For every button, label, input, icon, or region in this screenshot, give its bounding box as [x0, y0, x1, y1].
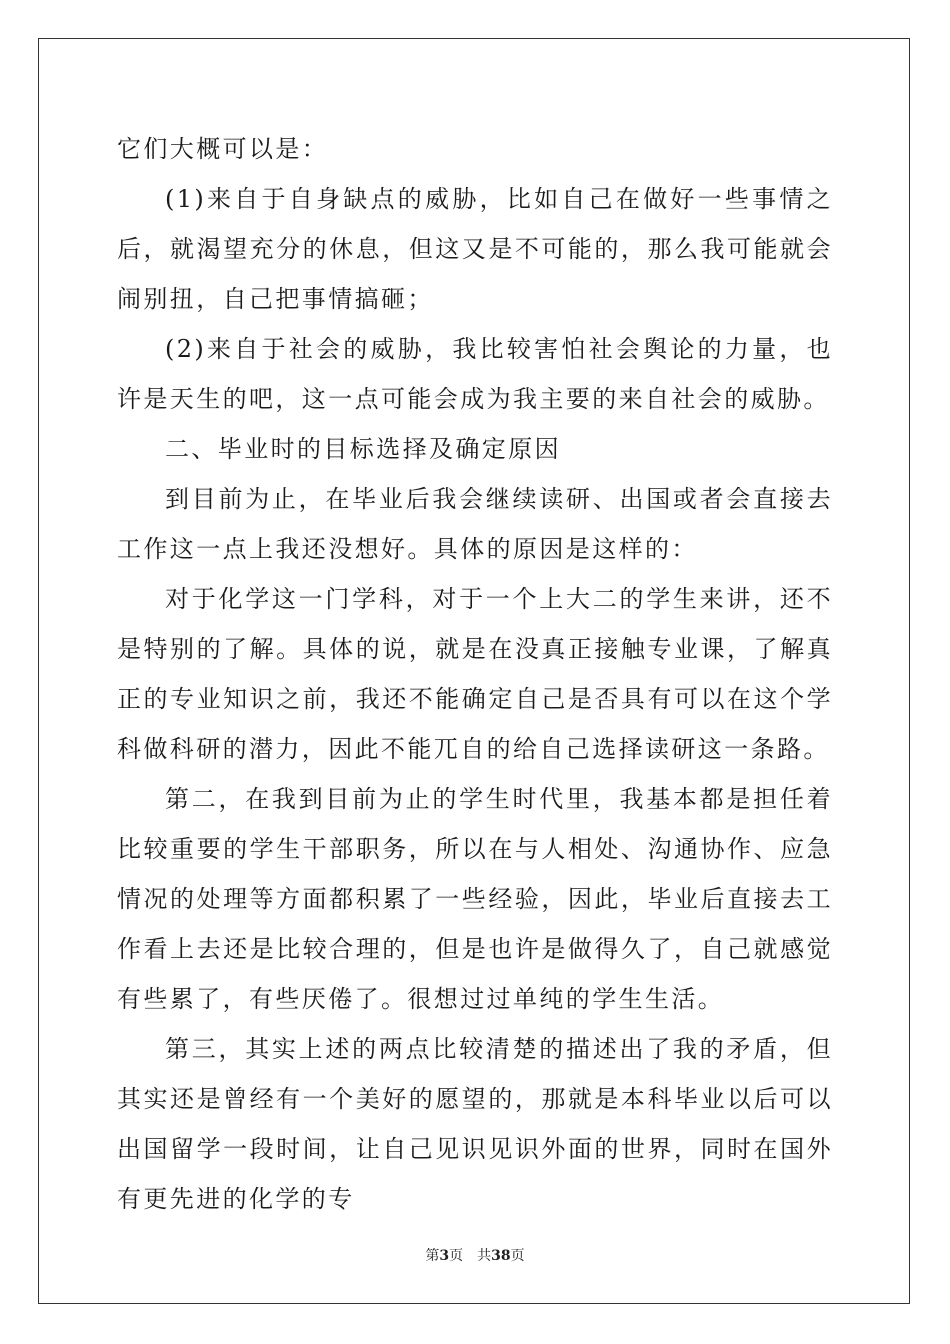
page-number: 3 — [439, 1248, 450, 1264]
paragraph-5: 到目前为止，在毕业后我会继续读研、出国或者会直接去工作这一点上我还没想好。具体的原因是这样的： — [117, 485, 833, 563]
section-heading: 二、毕业时的目标选择及确定原因 — [165, 435, 561, 463]
total-suffix: 页 — [510, 1248, 525, 1264]
paragraph-6: 对于化学这一门学科，对于一个上大二的学生来讲，还不是特别的了解。具体的说，就是在没真正接触专业课，了解真正的专业知识之前，我还不能确定自己是否具有可以在这个学科做科研的潜力，因此不能兀自的给自己选择读研这一条路。 — [117, 585, 833, 763]
paragraph-8: 第三，其实上述的两点比较清楚的描述出了我的矛盾，但其实还是曾经有一个美好的愿望的，那就是本科毕业以后可以出国留学一段时间，让自己见识见识外面的世界，同时在国外有更先进的化学的专 — [117, 1035, 833, 1213]
paragraph-3: (2)来自于社会的威胁，我比较害怕社会舆论的力量，也许是天生的吧，这一点可能会成为我主要的来自社会的威胁。 — [117, 335, 833, 413]
page-prefix: 第 — [425, 1248, 440, 1264]
page-footer — [0, 1245, 950, 1265]
document-body — [117, 124, 833, 1224]
paragraph-1: 它们大概可以是： — [117, 135, 329, 163]
total-prefix: 共 — [477, 1248, 492, 1264]
total-pages: 38 — [491, 1248, 511, 1264]
page-suffix: 页 — [449, 1248, 464, 1264]
paragraph-2: (1)来自于自身缺点的威胁，比如自己在做好一些事情之后，就渴望充分的休息，但这又是不可能的，那么我可能就会闹别扭，自己把事情搞砸； — [117, 185, 833, 313]
paragraph-7: 第二，在我到目前为止的学生时代里，我基本都是担任着比较重要的学生干部职务，所以在与人相处、沟通协作、应急情况的处理等方面都积累了一些经验，因此，毕业后直接去工作看上去还是比较合理的，但是也许是做得久了，自己就感觉有些累了，有些厌倦了。很想过过单纯的学生生活。 — [117, 785, 833, 1013]
